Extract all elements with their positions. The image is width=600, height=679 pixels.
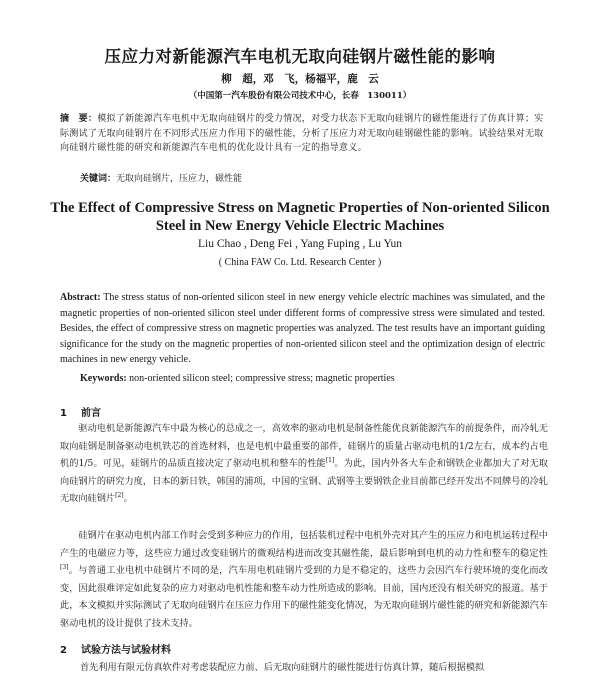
intro-text: 驱动电机是新能源汽车中最为核心的总成之一，高效率的驱动电机是制备性能优良新能源汽车的前提条件，而冷轧无取向硅钢是制备驱动电机铁芯的首选材料，也是电机中最重要的部件，硅钢片的质量占驱动电机的1/2左右，成本约占电机的1/5。可见，硅钢片的品质直接决定了驱动电机和整车的性能 (60, 423, 548, 469)
intro-text: 。与普通工业电机中硅钢片不同的是，汽车用电机硅钢片受到的力是不稳定的，这些力会因汽车行驶环境的变化而改变，因此很难评定如此复杂的应力对驱动电机性能和整车动力性所造成的影响。目前，国内还没有相关研究的报道。基于此，本文模拟并实际测试了无取向硅钢片在压应力作用下的磁性能变化情况，为无取向硅钢片磁性能的研究和新能源汽车驱动电机的设计提供了技术支持。 (60, 565, 548, 629)
intro-paragraph-1 (60, 420, 548, 508)
chinese-title: 压应力对新能源汽车电机无取向硅钢片磁性能的影响 (104, 47, 496, 66)
chinese-authors: 柳 超，邓 飞，杨福平，鹿 云 (221, 73, 379, 85)
english-affiliation: ( China FAW Co. Ltd. Research Center ) (218, 257, 382, 268)
english-keywords-text: non-oriented silicon steel; compressive stress; magnetic properties (126, 373, 395, 384)
citation-ref: [2] (115, 491, 124, 499)
intro-text: 。为此，国内外各大车企和钢铁企业都加大了对无取向硅钢片的研究力度，日本的新日铁，韩国的浦项，中国的宝钢、武钢等主要钢铁企业目前都已经开发出不同牌号的冷轧无取向硅钢片 (60, 458, 548, 504)
section-heading-methods (60, 641, 171, 656)
section-title: 前言 (80, 408, 101, 419)
chinese-keywords (80, 171, 550, 184)
english-title: The Effect of Compressive Stress on Magnetic Properties of Non-oriented Silicon Steel in New Energy Vehicle Electric Machines (50, 200, 550, 234)
citation-ref: [3] (60, 563, 69, 571)
intro-paragraph-2 (60, 527, 548, 632)
section-heading-introduction (60, 404, 101, 419)
intro-text: 硅钢片在驱动电机内部工作时会受到多种应力的作用，包括装机过程中电机外壳对其产生的压应力和电机运转过程中产生的电磁应力等，这些应力通过改变硅钢片的微观结构进而改变其磁性能，最后影响到电机的动力性和整车的稳定性 (60, 530, 548, 559)
methods-paragraph-1: 首先利用有限元仿真软件对考虑装配应力前、后无取向硅钢片的磁性能进行仿真计算，随后根据模拟 (80, 662, 485, 673)
intro-text: 。 (123, 493, 133, 504)
english-authors: Liu Chao , Deng Fei , Yang Fuping , Lu Yun (197, 238, 403, 250)
chinese-abstract (60, 112, 550, 156)
english-abstract-label: Abstract: (60, 292, 101, 303)
english-abstract-text: The stress status of non-oriented silicon steel in new energy vehicle electric machines was simulated, and the magnetic properties of non-oriented silicon steel under different forms of compressive stress were simulated and tested. Besides, the effect of compressive stress on magnetic properties was analyzed. The test results have an important guiding significance for the study on the magnetic properties of non-oriented silicon steel and the optimization design of electric machines in new energy vehicle. (60, 292, 545, 365)
citation-ref: [1] (325, 456, 335, 464)
chinese-abstract-label: 摘 要： (60, 114, 98, 124)
chinese-abstract-text: 模拟了新能源汽车电机中无取向硅钢片的受力情况，对受力状态下无取向硅钢片的磁性能进行了仿真计算；实际测试了无取向硅钢片在不同形式压应力作用下的磁性能，分析了压应力对无取向硅钢磁性能的影响。试验结果对无取向硅钢片磁性能的研究和新能源汽车电机的优化设计具有一定的指导意义。 (60, 114, 544, 153)
section-number: 1 (60, 408, 67, 419)
section-title: 试验方法与试验材料 (80, 645, 171, 656)
english-keywords (80, 373, 550, 384)
english-keywords-label: Keywords: (80, 373, 127, 384)
chinese-keywords-label: 关键词： (80, 174, 117, 184)
chinese-keywords-text: 无取向硅钢片，压应力，磁性能 (116, 174, 243, 184)
english-abstract (60, 290, 545, 368)
section-number: 2 (60, 645, 67, 656)
chinese-affiliation: （中国第一汽车股份有限公司技术中心，长春 130011） (188, 91, 412, 101)
